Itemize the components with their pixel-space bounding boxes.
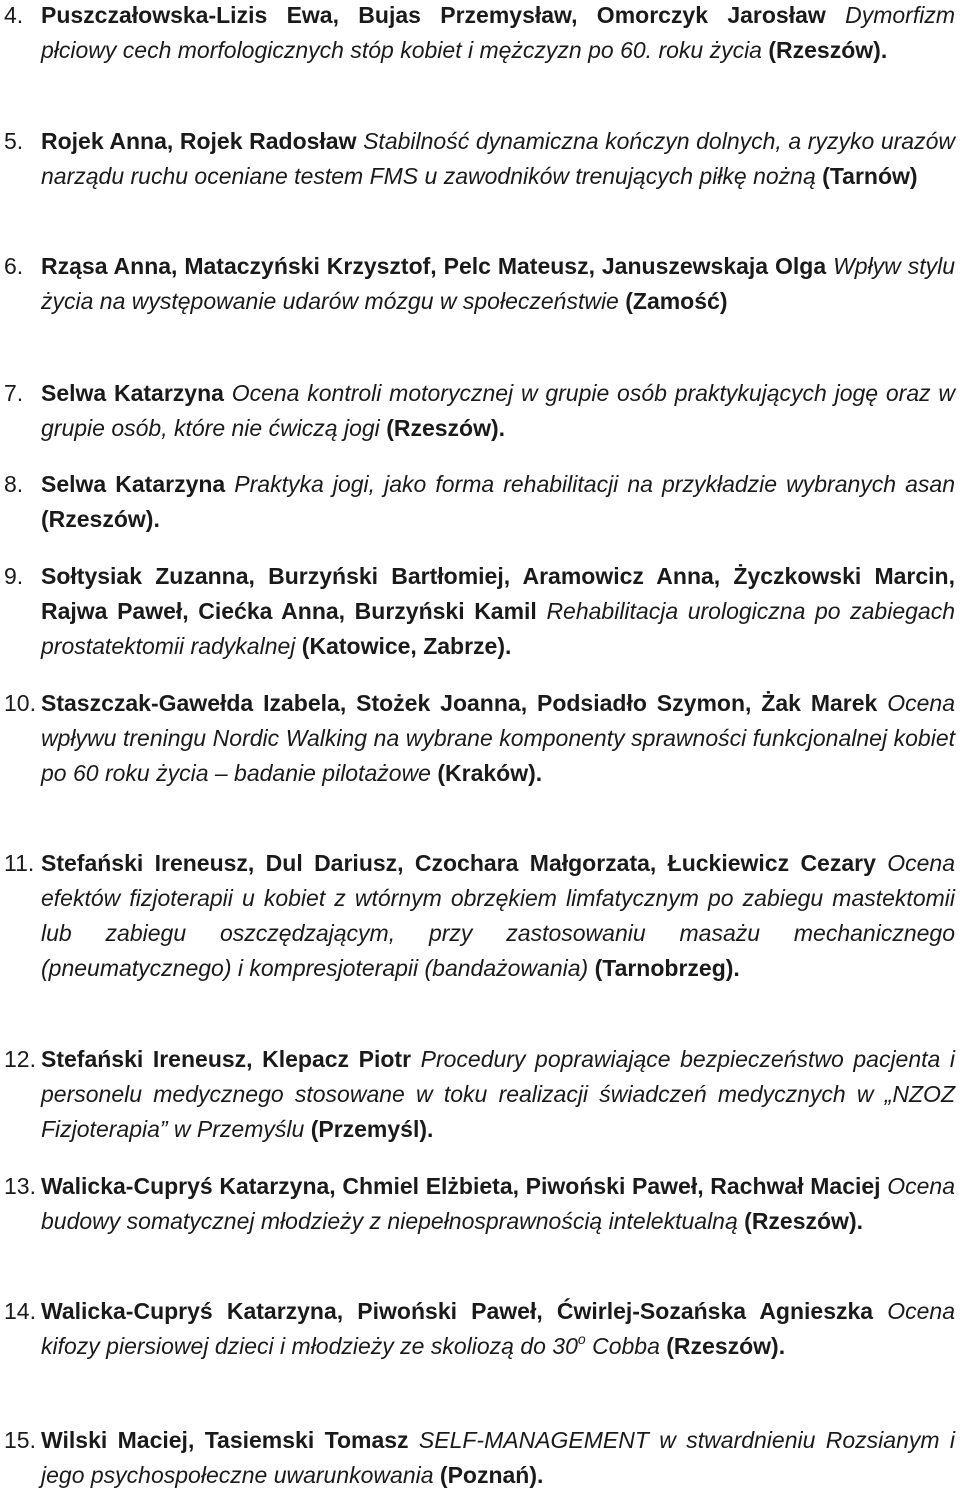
city: (Tarnów) (822, 163, 918, 189)
list-item (0, 559, 955, 664)
authors: Staszczak-Gawełda Izabela, Stożek Joanna, Podsiadło Szymon, Żak Marek (41, 690, 878, 716)
list-item (0, 376, 955, 446)
title: Ocena efektów fizjoterapii u kobiet z wtórnym obrzękiem limfatycznym po zabiegu mastektomii lub zabiegu oszczędzającym, przy zastosowaniu masażu mechanicznego (pneumatycznego) i kompresjoterapii (bandażowania) (41, 850, 955, 981)
city: (Rzeszów). (41, 506, 160, 532)
item-number: 15. (4, 1427, 36, 1453)
list-item (0, 1294, 955, 1364)
authors: Rojek Anna, Rojek Radosław (41, 128, 357, 154)
city: (Rzeszów). (768, 37, 888, 63)
list-item (0, 1423, 955, 1493)
list-item (0, 0, 955, 68)
item-number: 7. (4, 380, 24, 406)
item-number: 6. (4, 253, 24, 279)
title: Ocena wpływu treningu Nordic Walking na wybrane komponenty sprawności funkcjonalnej kobiet po 60 roku życia – badanie pilotażowe (41, 690, 956, 786)
title: Praktyka jogi, jako forma rehabilitacji na przykładzie wybranych asan (234, 471, 956, 497)
title: Procedury poprawiające bezpieczeństwo pacjenta i personelu medycznego stosowane w toku realizacji świadczeń medycznych w „NZOZ Fizjoterapia” w Przemyślu (41, 1046, 956, 1142)
authors: Stefański Ireneusz, Dul Dariusz, Czochara Małgorzata, Łuckiewicz Cezary (41, 850, 876, 876)
item-number: 13. (4, 1173, 36, 1199)
item-number: 12. (4, 1046, 36, 1072)
city: (Rzeszów). (386, 415, 506, 441)
authors: Selwa Katarzyna (41, 471, 226, 497)
city: (Rzeszów). (744, 1208, 863, 1234)
item-number: 14. (4, 1298, 36, 1324)
authors: Selwa Katarzyna (41, 380, 224, 406)
title: Wpływ stylu życia na występowanie udarów mózgu w społeczeństwie (41, 253, 955, 314)
title: Ocena kifozy piersiowej dzieci i młodzieży ze skoliozą do 30$^o$ Cobba (41, 1298, 955, 1359)
city: (Kraków). (437, 760, 543, 786)
list-item (0, 686, 955, 791)
city: (Katowice, Zabrze). (301, 633, 512, 659)
list-item (0, 249, 955, 319)
title: Rehabilitacja urologiczna po zabiegach prostatektomii radykalnej (41, 598, 955, 659)
authors: Puszczałowska-Lizis Ewa, Bujas Przemysław, Omorczyk Jarosław (41, 2, 826, 28)
item-number: 11. (4, 850, 35, 876)
list-item (0, 846, 955, 986)
title: Dymorfizm płciowy cech morfologicznych stóp kobiet i mężczyzn po 60. roku życia (41, 2, 955, 63)
city: (Tarnobrzeg). (594, 955, 740, 981)
city: (Poznań). (439, 1462, 544, 1488)
list-item (0, 124, 955, 194)
city: (Przemyśl). (310, 1116, 434, 1142)
list-item (0, 1169, 955, 1239)
item-number: 9. (4, 563, 24, 589)
list-item (0, 467, 955, 537)
item-number: 10. (4, 690, 36, 716)
item-number: 8. (4, 471, 24, 497)
degree-superscript: o (577, 1331, 586, 1347)
title: Ocena kontroli motorycznej w grupie osób praktykujących jogę oraz w grupie osób, które nie ćwiczą jogi (41, 380, 955, 441)
city: (Zamość) (625, 288, 728, 314)
authors: Wilski Maciej, Tasiemski Tomasz (41, 1427, 409, 1453)
authors: Walicka-Cupryś Katarzyna, Piwoński Paweł, Ćwirlej-Sozańska Agnieszka (41, 1298, 874, 1324)
list-item (0, 1042, 955, 1147)
title: Stabilność dynamiczna kończyn dolnych, a ryzyko urazów narządu ruchu oceniane testem FMS u zawodników trenujących piłkę nożną (41, 128, 955, 189)
authors: Sołtysiak Zuzanna, Burzyński Bartłomiej, Aramowicz Anna, Życzkowski Marcin, Rajwa Paweł, Ciećka Anna, Burzyński Kamil (41, 563, 955, 624)
authors: Stefański Ireneusz, Klepacz Piotr (41, 1046, 412, 1072)
authors: Rząsa Anna, Mataczyński Krzysztof, Pelc Mateusz, Januszewskaja Olga (41, 253, 827, 279)
item-number: 4. (4, 2, 24, 28)
title: SELF-MANAGEMENT w stwardnieniu Rozsianym i jego psychospołeczne uwarunkowania (41, 1427, 956, 1488)
title: Ocena budowy somatycznej młodzieży z niepełnosprawnością intelektualną (41, 1173, 955, 1234)
item-number: 5. (4, 128, 24, 154)
authors: Walicka-Cupryś Katarzyna, Chmiel Elżbieta, Piwoński Paweł, Rachwał Maciej (41, 1173, 881, 1199)
city: (Rzeszów). (666, 1333, 786, 1359)
